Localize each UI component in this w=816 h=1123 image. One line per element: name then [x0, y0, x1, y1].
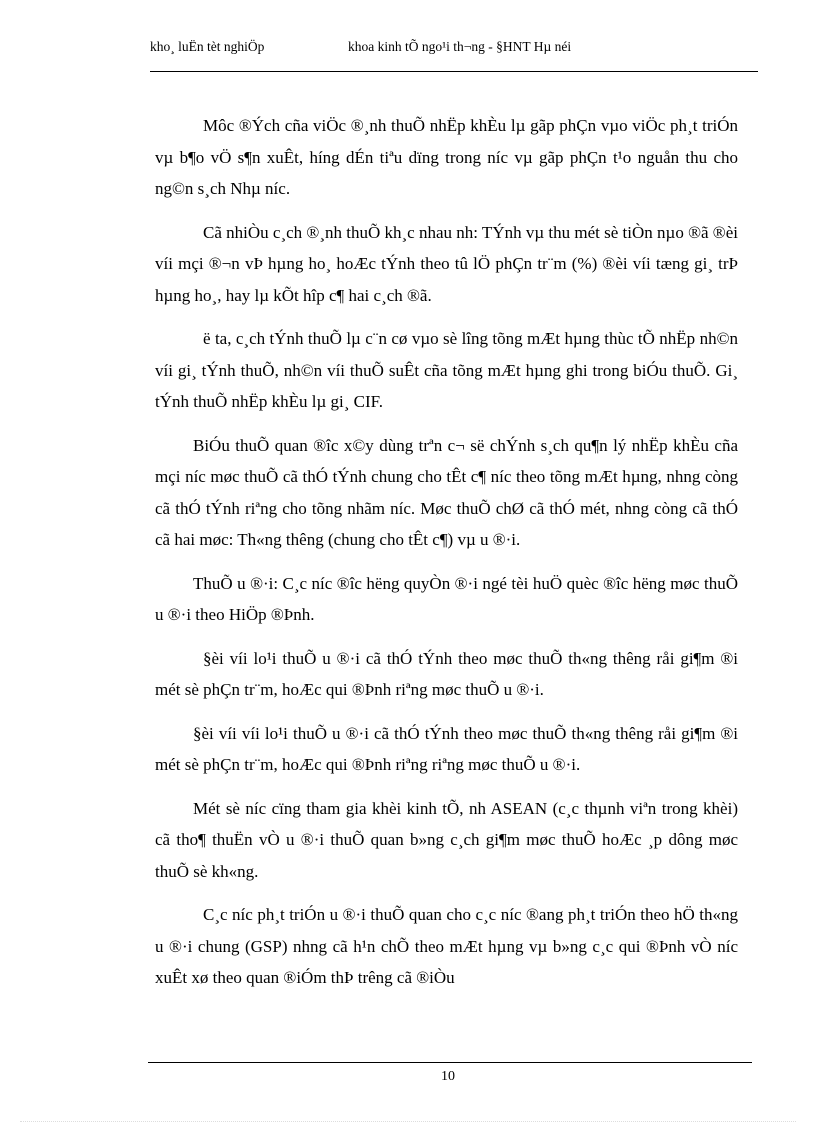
paragraph: ThuÕ u ®·i: C¸c níc ®îc hëng quyÒn ®·i ngé tèi huÖ quèc ®îc hëng møc thuÕ u ®·i theo HiÖp ®Þnh. — [155, 573, 738, 624]
paragraph: §èi víi lo¹i thuÕ u ®·i cã thÓ tÝnh theo møc thuÕ th«ng thêng råi gi¶m ®i mét sè phÇn tr¨m, hoÆc qui ®Þnh riªng møc thuÕ u ®·i. — [155, 648, 738, 699]
paragraph: C¸c níc ph¸t triÓn u ®·i thuÕ quan cho c¸c níc ®ang ph¸t triÓn theo hÖ th«ng u ®·i chung (GSP) nhng cã h¹n chÕ theo mÆt hµng vµ b»ng c¸c qui ®Þnh vÒ níc xuÊt xø theo quan ®iÓm thÞ trêng cã ®iÒu — [155, 905, 738, 987]
footer-rule — [148, 1062, 752, 1063]
page-header — [150, 38, 758, 60]
page-number: 10 — [441, 1069, 455, 1084]
paragraph: Mét sè níc cïng tham gia khèi kinh tÕ, nh ASEAN (c¸c thµnh viªn trong khèi) cã tho¶ thuËn vÒ u ®·i thuÕ quan b»ng c¸ch gi¶m møc thuÕ hoÆc ¸p dông møc thuÕ sè kh«ng. — [155, 798, 738, 881]
paragraph: ë ta, c¸ch tÝnh thuÕ lµ c¨n cø vµo sè lîng tõng mÆt hµng thùc tÕ nhËp nh©n víi gi¸ tÝnh thuÕ, nh©n víi thuÕ suÊt cña tõng mÆt hµng ghi trong biÓu thuÕ. Gi¸ tÝnh thuÕ nhËp khÈu lµ gi¸ CIF. — [155, 329, 738, 411]
paragraph: Môc ®Ých cña viÖc ®¸nh thuÕ nhËp khÈu lµ gãp phÇn vµo viÖc ph¸t triÓn vµ b¶o vÖ s¶n xuÊt, híng dÉn tiªu dïng trong níc vµ gãp phÇn t¹o nguån thu cho ng©n s¸ch Nhµ níc. — [155, 116, 738, 198]
paragraph: BiÓu thuÕ quan ®îc x©y dùng trªn c¬ së chÝnh s¸ch qu¶n lý nhËp khÈu cña mçi níc møc thuÕ cã thÓ tÝnh chung cho tÊt c¶ níc theo tõng mÆt hµng, nhng còng cã thÓ tÝnh riªng cho tõng nhãm níc. Møc thuÕ chØ cã thÓ mét, nhng còng cã thÓ cã hai møc: Th«ng thêng (chung cho tÊt c¶) vµ u ®·i. — [155, 435, 738, 549]
header-rule — [150, 71, 758, 72]
page-edge-dotted-line — [20, 1121, 796, 1122]
body-text — [155, 110, 738, 1006]
paragraph: Cã nhiÒu c¸ch ®¸nh thuÕ kh¸c nhau nh: TÝnh vµ thu mét sè tiÒn nµo ®ã ®èi víi mçi ®¬n vÞ hµng ho¸ hoÆc tÝnh theo tû lÖ phÇn tr¨m (%) ®èi víi tæng gi¸ trÞ hµng ho¸, hay lµ kÕt hîp c¶ hai c¸ch ®ã. — [155, 222, 738, 305]
header-faculty-label: khoa kinh tÕ ngo¹i th¬ng - §HNT Hµ néi — [348, 39, 572, 54]
header-thesis-label: kho¸ luËn tèt nghiÖp — [150, 39, 265, 54]
paragraph: §èi víi víi lo¹i thuÕ u ®·i cã thÓ tÝnh theo møc thuÕ th«ng thêng råi gi¶m ®i mét sè phÇn tr¨m, hoÆc qui ®Þnh riªng riªng møc thuÕ u ®·i. — [155, 723, 738, 774]
